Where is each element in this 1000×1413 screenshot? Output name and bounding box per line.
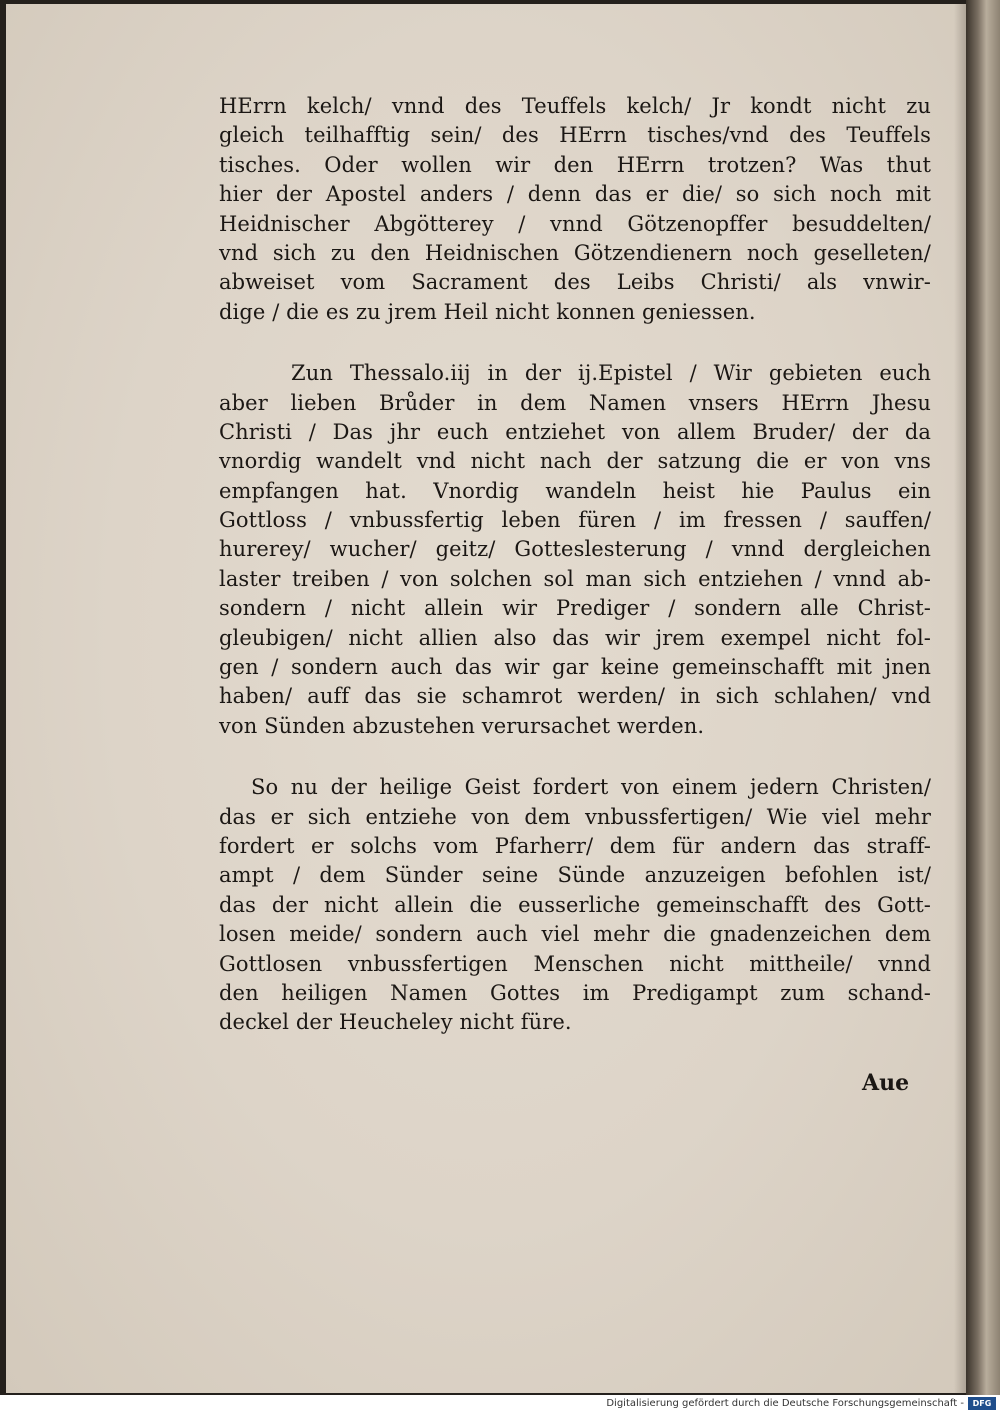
paragraph-gap <box>219 327 931 359</box>
text-line: aber lieben Brůder in dem Namen vnsers HErrn Jhesu <box>219 390 931 415</box>
text-line: gleich teilhafftig sein/ des HErrn tisches/vnd des Teuffels <box>219 123 931 148</box>
page-shadow-edge <box>954 4 966 1393</box>
text-line: Zun Thessalo.iij in der ij.Epistel / Wir gebieten euch <box>291 361 931 386</box>
text-line: fordert er solchs vom Pfarherr/ dem für andern das straff- <box>219 833 931 858</box>
book-spine-edge <box>966 0 1000 1395</box>
text-line: empfangen hat. Vnordig wandeln heist hie Paulus ein <box>219 478 931 503</box>
text-line: hurerey/ wucher/ geitz/ Gotteslesterung / vnnd dergleichen <box>219 537 931 562</box>
text-line: hier der Apostel anders / denn das er die/ so sich noch mit <box>219 182 931 207</box>
text-line: haben/ auff das sie schamrot werden/ in sich schlahen/ vnd <box>219 684 931 709</box>
text-line: sondern / nicht allein wir Prediger / sondern alle Christ- <box>219 596 931 621</box>
text-line: ampt / dem Sünder seine Sünde anzuzeigen befohlen ist/ <box>219 863 931 888</box>
text-line: tisches. Oder wollen wir den HErrn trotzen? Was thut <box>219 152 931 177</box>
text-line: den heiligen Namen Gottes im Predigampt zum schand- <box>219 980 931 1005</box>
text-line: vnordig wandelt vnd nicht nach der satzung die er von vns <box>219 449 931 474</box>
text-line: losen meide/ sondern auch viel mehr die gnadenzeichen dem <box>219 922 931 947</box>
funding-credit: Digitalisierung gefördert durch die Deutsche Forschungsgemeinschaft - <box>606 1398 964 1409</box>
text-line: Heidnischer Abgötterey / vnnd Götzenopffer besuddelten/ <box>219 211 931 236</box>
footer-bar <box>0 1395 1000 1413</box>
text-line: deckel der Heucheley nicht füre. <box>219 1010 572 1035</box>
text-line: HErrn kelch/ vnnd des Teuffels kelch/ Jr kondt nicht zu <box>219 94 931 118</box>
text-line: von Sünden abzustehen verursachet werden. <box>219 713 705 738</box>
text-line: gleubigen/ nicht allien also das wir jrem exempel nicht fol- <box>219 625 931 650</box>
text-line: abweiset vom Sacrament des Leibs Christi/ als vnwir- <box>219 270 931 295</box>
paragraph-gap <box>219 741 931 773</box>
text-line: das er sich entziehe von dem vnbussfertigen/ Wie viel mehr <box>219 804 931 829</box>
text-line: dige / die es zu jrem Heil nicht konnen geniessen. <box>219 299 756 324</box>
paragraph-3 <box>219 773 931 1038</box>
text-line: Gottlosen vnbussfertigen Menschen nicht mittheile/ vnnd <box>219 951 931 976</box>
catchword: Aue <box>862 1070 910 1096</box>
text-line: laster treiben / von solchen sol man sich entziehen / vnnd ab- <box>219 566 931 591</box>
text-line: Gottloss / vnbussfertig leben füren / im fressen / sauffen/ <box>219 508 931 533</box>
paragraph-2 <box>219 359 931 741</box>
text-line: das der nicht allein die eusserliche gemeinschafft des Gott- <box>219 892 931 917</box>
text-line: So nu der heilige Geist fordert von einem jedern Christen/ <box>251 775 931 800</box>
paragraph-1 <box>219 92 931 327</box>
page-text-block <box>219 92 931 1038</box>
text-line: Christi / Das jhr euch entziehet von allem Bruder/ der da <box>219 419 931 444</box>
text-line: gen / sondern auch das wir gar keine gemeinschafft mit jnen <box>219 655 931 680</box>
text-line: vnd sich zu den Heidnischen Götzendienern noch geselleten/ <box>219 240 931 265</box>
dfg-logo: DFG <box>968 1397 996 1410</box>
